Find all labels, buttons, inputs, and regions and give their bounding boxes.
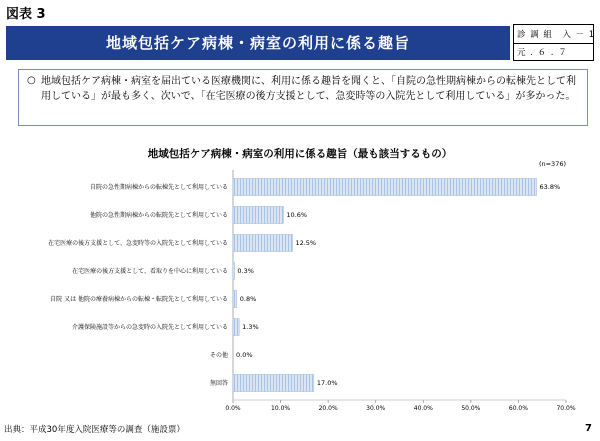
summary-box [18,69,588,126]
data-label: 0.8% [239,295,257,303]
bar-chart [0,158,600,420]
category-label: 介護保険施設等からの急変時の入院先として利用している [71,324,228,331]
x-tick-label: 50.0% [461,405,481,412]
reference-line-1: 診 調 組 入 － 1 [517,30,596,40]
data-label: 12.5% [295,239,317,247]
x-tick-label: 60.0% [508,405,528,412]
x-tick-label: 20.0% [318,405,338,412]
reference-line-2: 元 . ６ . ７ [517,48,568,58]
data-label: 63.8% [539,183,561,191]
data-label: 1.3% [242,323,259,331]
chart-title: 地域包括ケア病棟・病室の利用に係る趣旨（最も該当するもの） [147,148,453,160]
summary-bullet: ○ [27,75,36,86]
data-label: 17.0% [316,379,338,387]
data-label: 0.0% [236,351,253,359]
category-label: 自院の急性期病棟からの転棟先として利用している [89,184,228,191]
bar [233,319,239,336]
category-label: 在宅医療の後方支援として、急変時等の入院先として利用している [48,240,228,247]
data-label: 0.3% [237,267,254,275]
page-number: 7 [585,423,592,434]
summary-text: 地域包括ケア病棟・病室を届出ている医療機関に、利用に係る趣旨を聞くと、「自院の急性期病棟からの転棟先として利用している」が最も多く、次いで、「在宅医療の後方支援として、急変時等の入院先として利用している」が多かった。 [41,76,576,102]
n-label: (n=376) [538,160,566,168]
x-tick-label: 30.0% [366,405,386,412]
bar [233,235,292,252]
bar [233,179,537,196]
x-tick-label: 10.0% [271,405,291,412]
source-note: 出典：平成30年度入院医療等の調査（施設票） [4,425,185,435]
data-label: 10.6% [286,211,308,219]
bar [233,263,234,280]
x-tick-label: 0.0% [225,405,241,412]
category-label: 無回答 [209,380,228,387]
category-label: 在宅医療の後方支援として、看取りを中心に利用している [72,268,228,275]
figure-label: 図表 3 [6,7,46,22]
x-tick-label: 70.0% [556,405,576,412]
title-banner [6,26,510,60]
reference-divider [514,43,593,44]
category-label: 自院 又は 他院の療養病棟からの転棟・転院先として利用している [50,296,228,303]
banner-title: 地域包括ケア病棟・病室の利用に係る趣旨 [105,34,410,52]
reference-box [513,24,594,61]
category-label: 他院の急性期病棟からの転院先として利用している [89,212,228,219]
category-label: その他 [209,352,228,359]
x-tick-label: 40.0% [413,405,433,412]
bar [233,375,314,392]
bar [233,291,237,308]
bar [233,207,283,224]
